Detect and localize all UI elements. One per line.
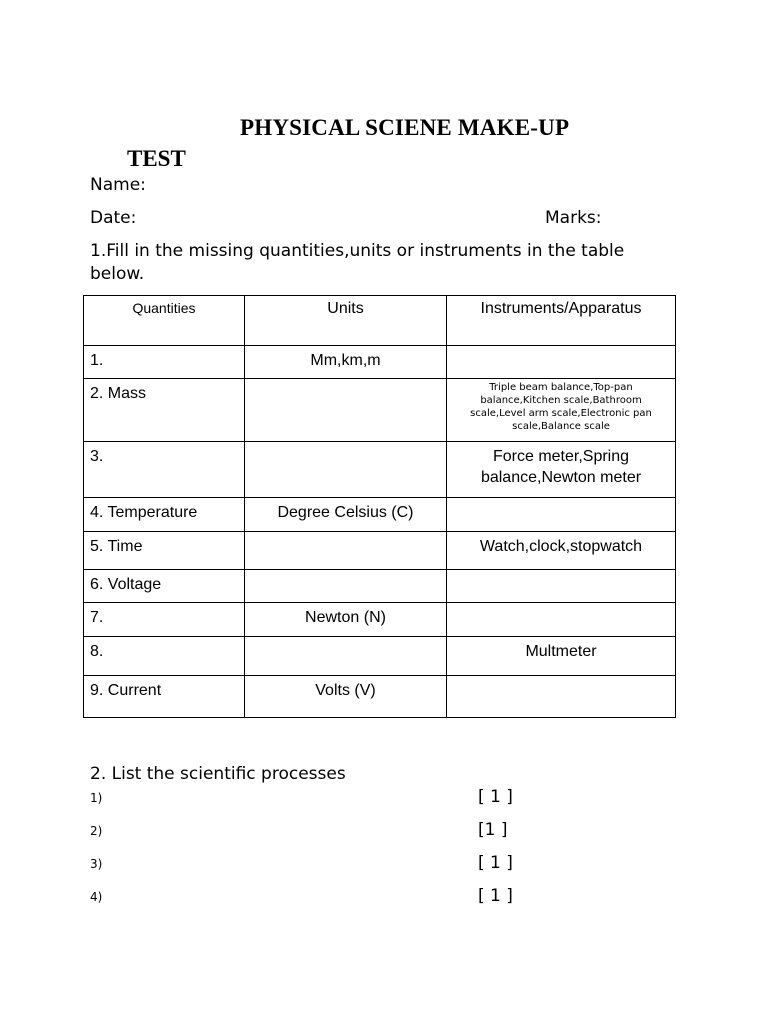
list-item-number: 2) (90, 824, 103, 838)
quantities-table (83, 295, 676, 718)
table-row (84, 637, 676, 676)
list-item-number: 4) (90, 890, 103, 904)
mark-allocation: [1 ] (478, 820, 508, 840)
instrument-cell (447, 570, 676, 603)
quantity-cell: 3. (84, 442, 245, 498)
quantity-cell: 7. (84, 603, 245, 637)
unit-cell: Mm,km,m (245, 346, 447, 379)
quantity-cell: 4. Temperature (84, 498, 245, 532)
quantity-cell: 8. (84, 637, 245, 676)
name-field-label: Name: (90, 175, 146, 195)
instrument-cell: Triple beam balance,Top-pan balance,Kitchen scale,Bathroom scale,Level arm scale,Electronic pan scale,Balance scale (447, 379, 676, 442)
table-row (84, 532, 676, 570)
document-title: PHYSICAL SCIENE MAKE-UP (240, 115, 570, 140)
instrument-cell: Watch,clock,stopwatch (447, 532, 676, 570)
table-row (84, 570, 676, 603)
unit-cell: Newton (N) (245, 603, 447, 637)
mark-allocation: [ 1 ] (478, 853, 513, 873)
unit-cell (245, 532, 447, 570)
unit-cell: Volts (V) (245, 676, 447, 718)
list-item-number: 3) (90, 857, 103, 871)
instrument-cell: Multmeter (447, 637, 676, 676)
instrument-cell (447, 603, 676, 637)
list-item-number: 1) (90, 791, 103, 805)
quantity-cell: 9. Current (84, 676, 245, 718)
instrument-cell (447, 498, 676, 532)
instrument-cell: Force meter,Spring balance,Newton meter (447, 442, 676, 498)
table-row (84, 346, 676, 379)
quantity-cell: 1. (84, 346, 245, 379)
date-field-label: Date: (90, 208, 137, 228)
marks-field-label: Marks: (545, 208, 602, 228)
mark-allocation: [ 1 ] (478, 886, 513, 906)
quantity-cell: 6. Voltage (84, 570, 245, 603)
header-instruments: Instruments/Apparatus (447, 296, 676, 346)
instrument-cell (447, 676, 676, 718)
header-quantities: Quantities (84, 296, 245, 346)
table-row (84, 676, 676, 718)
unit-cell (245, 637, 447, 676)
table-row (84, 379, 676, 442)
quantity-cell: 5. Time (84, 532, 245, 570)
unit-cell (245, 570, 447, 603)
question-2-instruction: 2. List the scientific processes (90, 764, 346, 784)
mark-allocation: [ 1 ] (478, 787, 513, 807)
table-row (84, 498, 676, 532)
unit-cell: Degree Celsius (C) (245, 498, 447, 532)
table-header-row (84, 296, 676, 346)
quantity-cell: 2. Mass (84, 379, 245, 442)
table-row (84, 603, 676, 637)
question-1-instruction: 1.Fill in the missing quantities,units or instruments in the table below. (90, 241, 625, 284)
unit-cell (245, 379, 447, 442)
instrument-cell (447, 346, 676, 379)
unit-cell (245, 442, 447, 498)
document-title-continued: TEST (127, 146, 186, 171)
header-units: Units (245, 296, 447, 346)
table-row (84, 442, 676, 498)
